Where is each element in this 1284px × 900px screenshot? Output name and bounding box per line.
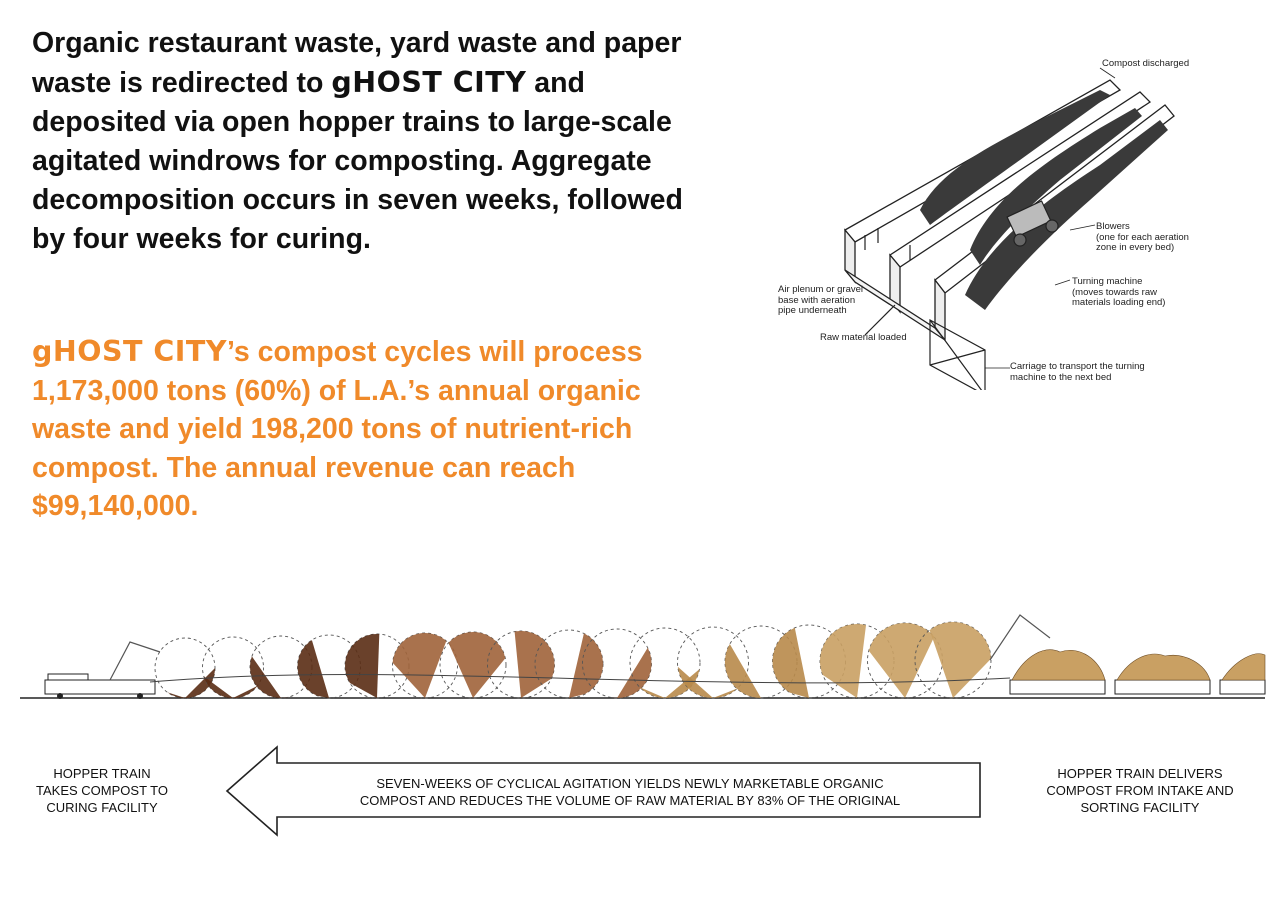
drum-waste-fill: [930, 622, 991, 698]
label-compost-discharged: Compost discharged: [1102, 58, 1190, 69]
left-crane-arm: [110, 642, 160, 680]
intro-paragraph: [32, 24, 692, 259]
intro-text-b: and deposited via open hopper trains to large-scale agitated windrows for composting. Aggregate decomposition occurs in seven weeks, followed by four weeks for curing.: [32, 67, 683, 255]
caption-right: HOPPER TRAIN DELIVERS COMPOST FROM INTAKE AND SORTING FACILITY: [1046, 766, 1234, 815]
stats-brand-name: gHOST CITY: [32, 335, 227, 368]
right-hopper-trains: [1010, 680, 1265, 694]
section-drawing: [0, 600, 1284, 720]
raw-material-arrow: [865, 305, 895, 335]
drum-waste-fill: [345, 634, 379, 698]
agitation-drums: [150, 622, 1010, 698]
drum-waste-fill: [393, 633, 447, 698]
label-air-plenum: Air plenum or gravel base with aeration pipe underneath: [778, 284, 864, 316]
turning-machine-wheel-2: [1046, 220, 1058, 232]
right-compost-piles: [1012, 650, 1265, 680]
drum-waste-fill: [773, 628, 809, 698]
label-turning-machine: Turning machine (moves towards raw materials loading end): [1072, 276, 1166, 308]
drum-waste-fill: [725, 644, 765, 698]
drum-waste-fill: [820, 624, 866, 698]
caption-left: HOPPER TRAIN TAKES COMPOST TO CURING FACILITY: [36, 766, 168, 815]
intro-brand-name: gHOST CITY: [331, 66, 527, 99]
label-raw-material: Raw material loaded: [820, 332, 907, 343]
drum-waste-fill: [250, 656, 289, 698]
drum-waste-fill: [515, 631, 555, 698]
intro-text-a: Organic restaurant waste, yard waste and paper waste is redirected to: [32, 27, 682, 99]
stats-text: ’s compost cycles will process 1,173,000 tons (60%) of L.A.’s annual organic waste and yield 198,200 tons of nutrient-rich compost. The annual revenue can reach $99,140,000.: [32, 336, 643, 522]
windrow-diagram: [770, 50, 1210, 390]
left-hopper-train: [45, 674, 155, 699]
compost-cycle-section: [0, 600, 1284, 720]
label-carriage: Carriage to transport the turning machine to the next bed: [1010, 361, 1145, 383]
label-blowers: Blowers (one for each aeration zone in every bed): [1096, 221, 1189, 253]
drum-waste-fill: [869, 623, 934, 698]
turning-machine-wheel-1: [1014, 234, 1026, 246]
drum-waste-fill: [569, 633, 603, 698]
stats-paragraph: [32, 333, 692, 526]
caption-arrow: SEVEN-WEEKS OF CYCLICAL AGITATION YIELDS NEWLY MARKETABLE ORGANIC COMPOST AND REDUCES THE VOLUME OF RAW MATERIAL BY 83% OF THE ORIGINAL: [359, 776, 901, 808]
